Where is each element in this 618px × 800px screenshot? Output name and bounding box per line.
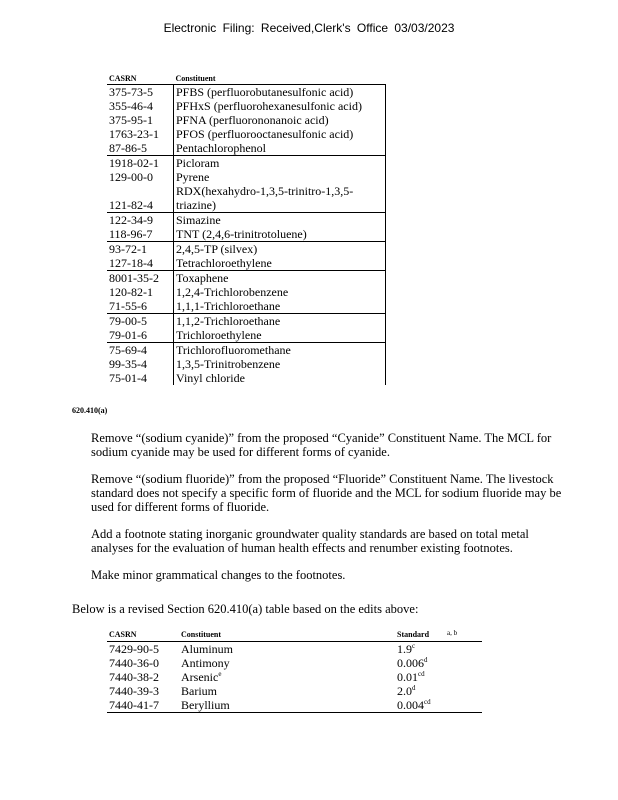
- casrn-cell: 118-96-7: [107, 227, 174, 242]
- table-row: [107, 242, 386, 257]
- bullet-text: Remove “(sodium fluoride)” from the proposed “Fluoride” Constituent Name. The livestock standard does not specify a specific form of fluoride and the MCL for sodium fluoride may be used for different forms of fluoride.: [91, 472, 562, 514]
- constituent-cell: Toxaphene: [174, 271, 386, 286]
- constituent-cell: 2,4,5-TP (silvex): [174, 242, 386, 257]
- table-row: [107, 698, 482, 713]
- table-row: [107, 127, 386, 141]
- standard-value: 0.006: [397, 656, 424, 670]
- constituent-cell: Simazine: [174, 213, 386, 228]
- standard-header-label: Standard: [397, 630, 430, 639]
- standard-cell: [395, 684, 482, 698]
- constituent-name: Arsenic: [181, 670, 219, 684]
- table-row: [107, 85, 386, 100]
- table-row: [107, 213, 386, 228]
- footnote-marker: cd: [418, 670, 425, 678]
- constituent-cell: 1,1,1-Trichloroethane: [174, 299, 386, 314]
- casrn-cell: 355-46-4: [109, 99, 153, 113]
- bullet-text: Add a footnote stating inorganic groundwater quality standards are based on total metal analyses for the evaluation of human health effects and renumber existing footnotes.: [91, 527, 529, 555]
- constituent-cell: Trichloroethylene: [174, 328, 386, 343]
- constituent-name: Beryllium: [181, 698, 230, 712]
- footnote-marker: e: [218, 670, 222, 678]
- bullet-item: [72, 431, 562, 459]
- casrn-cell: 87-86-5: [107, 141, 174, 156]
- constituent-cell: [179, 698, 395, 713]
- table-row: [107, 99, 386, 113]
- casrn-cell: 7440-38-2: [109, 670, 159, 684]
- constituent-cell: Tetrachloroethylene: [174, 256, 386, 271]
- table-row: [107, 371, 386, 385]
- table-row: [107, 256, 386, 271]
- table-row: [107, 343, 386, 358]
- standard-cell: [395, 670, 482, 684]
- bullet-marker: [72, 568, 91, 582]
- casrn-cell: 93-72-1: [109, 242, 147, 256]
- constituent-cell: PFHxS (perfluorohexanesulfonic acid): [174, 99, 386, 113]
- casrn-cell: 120-82-1: [109, 285, 153, 299]
- bullet-list: [72, 431, 562, 595]
- bullet-text: Make minor grammatical changes to the footnotes.: [91, 568, 346, 582]
- casrn-cell: 7440-39-3: [109, 684, 159, 698]
- column-header-constituent: Constituent: [179, 629, 395, 642]
- footnote-marker: a, b: [447, 629, 458, 637]
- table-row: [107, 285, 386, 299]
- bullet-marker: [72, 527, 91, 555]
- casrn-cell: 121-82-4: [107, 184, 174, 213]
- table-row: [107, 184, 386, 213]
- casrn-cell: 1763-23-1: [109, 127, 159, 141]
- table-row: [107, 156, 386, 171]
- constituent-cell: Pentachlorophenol: [174, 141, 386, 156]
- standard-cell: [395, 656, 482, 670]
- electronic-filing-header: Electronic Filing: Received,Clerk's Office 03/03/2023: [163, 21, 455, 35]
- bullet-marker: [72, 431, 91, 459]
- constituent-cell: RDX(hexahydro-1,3,5-trinitro-1,3,5-triazine): [174, 184, 386, 213]
- standard-value: 1.9: [397, 642, 412, 656]
- table-row: [107, 113, 386, 127]
- constituent-cell: [179, 642, 395, 657]
- constituent-name: Barium: [181, 684, 217, 698]
- footnote-marker: cd: [424, 698, 431, 706]
- constituent-cell: PFNA (perfluorononanoic acid): [174, 113, 386, 127]
- table-row: [107, 227, 386, 242]
- table-row: [107, 642, 482, 657]
- constituent-cell: Picloram: [174, 156, 386, 171]
- casrn-cell: 375-73-5: [109, 85, 153, 99]
- constituents-table-continued: [107, 73, 386, 385]
- standard-cell: [395, 642, 482, 657]
- table-row: [107, 670, 482, 684]
- footnote-marker: d: [412, 684, 416, 692]
- bullet-item: [72, 568, 562, 582]
- casrn-cell: 7440-41-7: [107, 698, 179, 713]
- casrn-cell: 99-35-4: [109, 357, 147, 371]
- casrn-cell: 375-95-1: [109, 113, 153, 127]
- column-header-standard: [395, 629, 482, 642]
- constituent-cell: [179, 670, 395, 684]
- column-header-casrn: CASRN: [107, 629, 179, 642]
- constituent-cell: 1,1,2-Trichloroethane: [174, 314, 386, 329]
- casrn-cell: 79-01-6: [107, 328, 174, 343]
- bullet-item: [72, 472, 562, 514]
- constituent-cell: PFOS (perfluorooctanesulfonic acid): [174, 127, 386, 141]
- standard-value: 2.0: [397, 684, 412, 698]
- casrn-cell: 8001-35-2: [109, 271, 159, 285]
- table-row: [107, 684, 482, 698]
- footnote-marker: d: [424, 656, 428, 664]
- revised-table-intro: Below is a revised Section 620.410(a) table based on the edits above:: [72, 602, 419, 616]
- column-header-constituent: Constituent: [174, 73, 386, 85]
- casrn-cell: 79-00-5: [109, 314, 147, 328]
- constituent-cell: Vinyl chloride: [174, 371, 386, 385]
- table-row: [107, 314, 386, 329]
- table-row: [107, 170, 386, 184]
- constituent-cell: Pyrene: [174, 170, 386, 184]
- table-header-row: [107, 73, 386, 85]
- table-header-row: [107, 629, 482, 642]
- table-row: [107, 357, 386, 371]
- constituent-cell: 1,2,4-Trichlorobenzene: [174, 285, 386, 299]
- standard-cell: [395, 698, 482, 713]
- bullet-item: [72, 527, 562, 555]
- constituent-cell: [179, 684, 395, 698]
- revised-standards-table: [107, 629, 482, 713]
- casrn-cell: 7429-90-5: [109, 642, 159, 656]
- casrn-cell: 71-55-6: [107, 299, 174, 314]
- constituent-cell: 1,3,5-Trinitrobenzene: [174, 357, 386, 371]
- constituent-cell: [179, 656, 395, 670]
- constituent-name: Aluminum: [181, 642, 234, 656]
- footnote-marker: c: [412, 642, 416, 650]
- casrn-cell: 75-69-4: [109, 343, 147, 357]
- column-header-casrn: CASRN: [107, 73, 174, 85]
- constituent-name: Antimony: [181, 656, 230, 670]
- section-label: 620.410(a): [72, 406, 108, 415]
- constituent-cell: PFBS (perfluorobutanesulfonic acid): [174, 85, 386, 100]
- casrn-cell: 122-34-9: [109, 213, 153, 227]
- table-row: [107, 299, 386, 314]
- standard-value: 0.004: [397, 698, 424, 712]
- table-row: [107, 328, 386, 343]
- table-row: [107, 271, 386, 286]
- casrn-cell: 127-18-4: [107, 256, 174, 271]
- casrn-cell: 129-00-0: [109, 170, 153, 184]
- constituent-cell: TNT (2,4,6-trinitrotoluene): [174, 227, 386, 242]
- bullet-text: Remove “(sodium cyanide)” from the proposed “Cyanide” Constituent Name. The MCL for sodium cyanide may be used for different forms of cyanide.: [91, 431, 552, 459]
- casrn-cell: 1918-02-1: [109, 156, 159, 170]
- casrn-cell: 75-01-4: [109, 371, 147, 385]
- table-row: [107, 656, 482, 670]
- table-row: [107, 141, 386, 156]
- casrn-cell: 7440-36-0: [109, 656, 159, 670]
- constituent-cell: Trichlorofluoromethane: [174, 343, 386, 358]
- standard-value: 0.01: [397, 670, 418, 684]
- bullet-marker: [72, 472, 91, 514]
